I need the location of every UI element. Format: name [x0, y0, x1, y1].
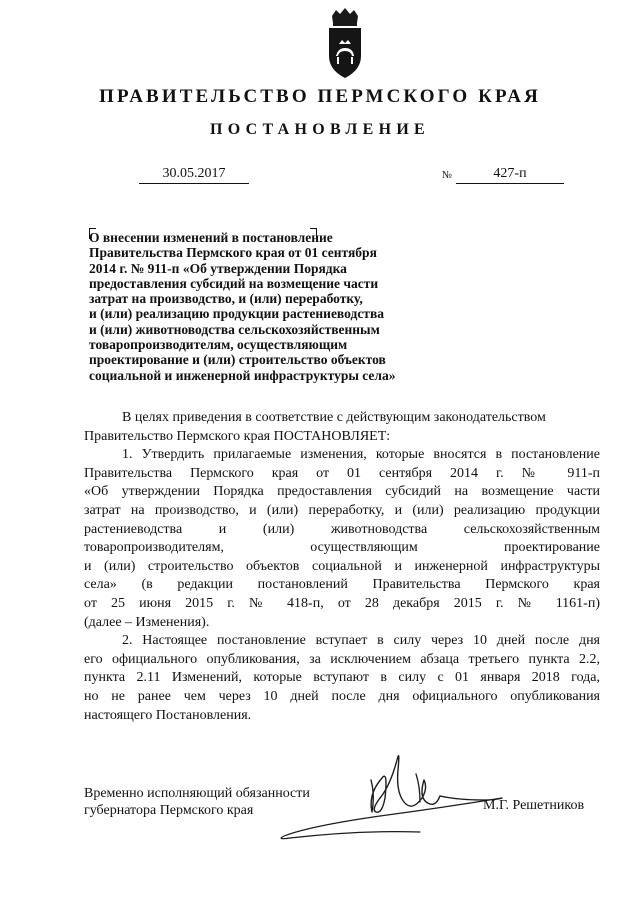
signatory-position-line: губернатора Пермского края	[84, 802, 254, 818]
body-line: «Об утверждении Порядка предоставления субсидий на возмещение части	[84, 484, 600, 500]
body-line: В целях приведения в соответствие с действующим законодательством	[122, 410, 546, 425]
signatory-name: М.Г. Решетников	[483, 798, 585, 813]
coat-of-arms-icon	[326, 6, 364, 80]
body-line: его официального опубликования, за исключением абзаца третьего пункта 2.2,	[84, 651, 600, 667]
body-line: (далее – Изменения).	[84, 614, 210, 630]
body-line: и (или) строительство объектов социальной и инженерной инфраструктуры	[84, 558, 600, 574]
subject-line: товаропроизводителям, осуществляющим	[89, 337, 348, 353]
body-line: от 25 июня 2015 г. № 418-п, от 28 декабря 2015 г. № 1161-п)	[84, 595, 600, 611]
signatory-position-line: Временно исполняющий обязанности	[84, 786, 310, 801]
body-line: села» (в редакции постановлений Правительства Пермского края	[84, 577, 600, 593]
document-subject	[89, 230, 449, 383]
body-line: затрат на производство, и (или) переработку, и (или) реализацию продукции	[84, 502, 600, 518]
document-number: 427-п	[456, 165, 564, 184]
body-line: товаропроизводителям, осуществляющим проектирование	[84, 540, 600, 556]
government-title: ПРАВИТЕЛЬСТВО ПЕРМСКОГО КРАЯ	[99, 86, 541, 107]
body-line: настоящего Постановления.	[84, 707, 252, 723]
subject-line: 2014 г. № 911-п «Об утверждении Порядка	[89, 260, 347, 276]
subject-line: Правительства Пермского края от 01 сентября	[89, 245, 377, 261]
subject-line: социальной и инженерной инфраструктуры села»	[89, 367, 396, 383]
body-line: 2. Настоящее постановление вступает в силу через 10 дней после дня	[122, 633, 600, 649]
subject-line: проектирование и (или) строительство объектов	[89, 352, 386, 368]
body-line: 1. Утвердить прилагаемые изменения, которые вносятся в постановление	[122, 447, 600, 463]
subject-line: и (или) животноводства сельскохозяйственным	[89, 321, 380, 337]
handwritten-signature-icon	[270, 740, 530, 850]
document-date: 30.05.2017	[139, 165, 249, 184]
body-line: Правительства Пермского края от 01 сентября 2014 г. № 911-п	[84, 465, 600, 481]
subject-line: затрат на производство, и (или) переработку,	[89, 291, 363, 307]
subject-line: и (или) реализацию продукции растениеводства	[89, 306, 384, 322]
document-type: ПОСТАНОВЛЕНИЕ	[209, 121, 431, 138]
subject-line: О внесении изменений в постановление	[89, 230, 333, 245]
body-line: Правительство Пермского края ПОСТАНОВЛЯЕТ:	[84, 428, 391, 444]
body-line: растениеводства и (или) животноводства сельскохозяйственным	[84, 521, 600, 537]
body-line: но не ранее чем через 10 дней после дня официального опубликования	[84, 688, 600, 704]
body-line: пункта 2.11 Изменений, которые вступают в силу с 01 января 2018 года,	[84, 670, 600, 686]
document-body	[84, 409, 600, 725]
subject-line: предоставления субсидий на возмещение части	[89, 275, 379, 291]
number-mark: №	[442, 170, 453, 181]
